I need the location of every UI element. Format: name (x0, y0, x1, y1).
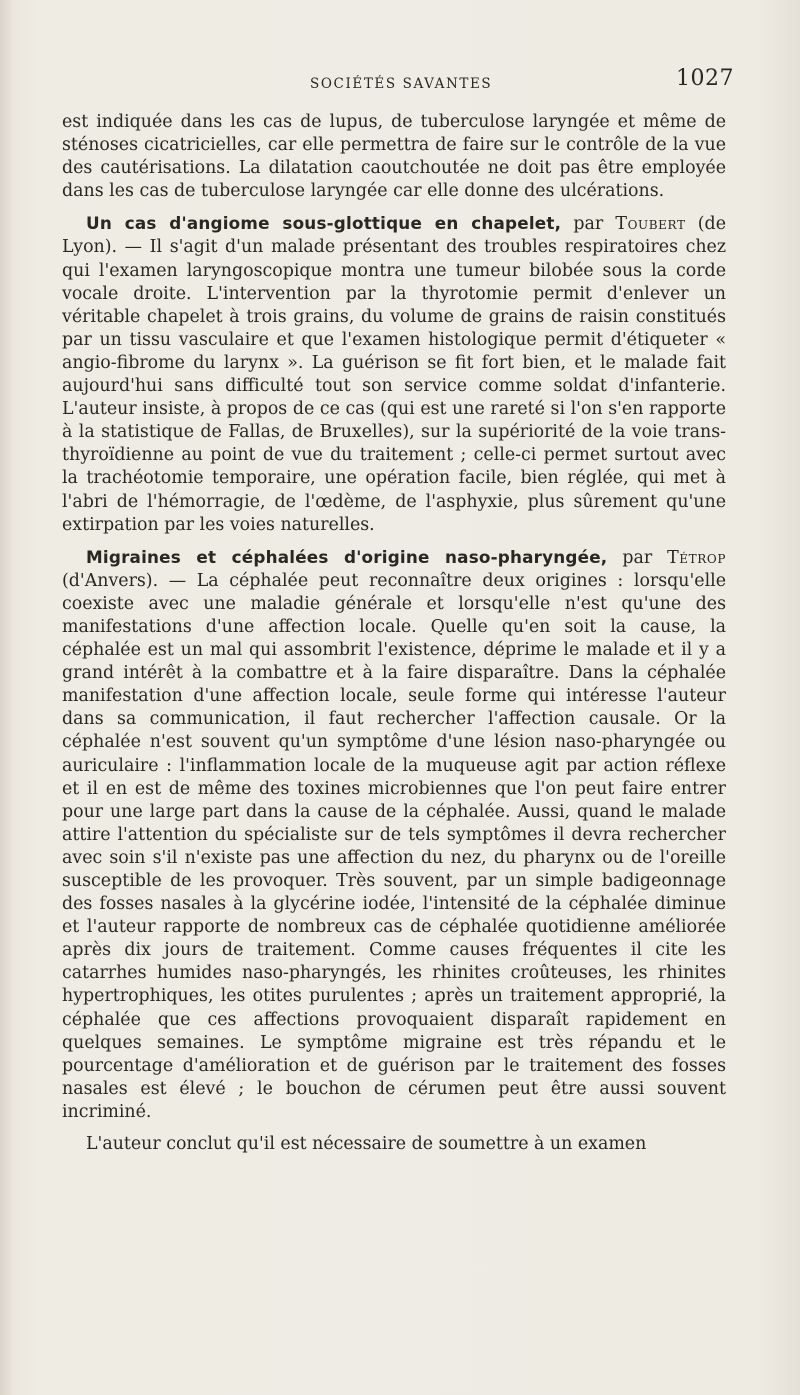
paragraph-text: est indiquée dans les cas de lupus, de tuberculose laryngée et même de sténoses cicatricielles, car elle permettra de faire sur le contrôle de la vue des cautérisations. La dilatation caoutchoutée ne doit pas être employée dans les cas de tuberculose laryngée car elle donne des ulcérations. (62, 112, 726, 202)
page-header (62, 66, 734, 96)
paragraph-2 (62, 212, 726, 536)
byline-connector: par (607, 547, 668, 568)
paragraph-1 (62, 111, 726, 203)
page-number: 1027 (676, 66, 734, 91)
article-body (62, 111, 726, 1156)
running-title: SOCIÉTÉS SAVANTES (310, 76, 493, 92)
paragraph-3 (62, 546, 726, 1124)
paragraph-text: (de Lyon). — Il s'agit d'un malade présentant des troubles respiratoires chez qui l'examen laryngoscopique montra une tumeur bilobée sous la corde vocale droite. L'intervention par la thyrotomie permit d'enlever un véritable chapelet à trois grains, du volume de grains de raisin constitués par un tissu vasculaire et que l'examen histologique permit d'étiqueter « angio-fibrome du larynx ». La guérison se fit fort bien, et le malade fait aujourd'hui sans difficulté tout son service comme soldat d'infanterie. L'auteur insiste, à propos de ce cas (qui est une rareté si l'on s'en rapporte à la statistique de Fallas, de Bruxelles), sur la supériorité de la voie trans-thyroïdienne au point de vue du traitement ; celle-ci permet surtout avec la trachéotomie temporaire, une opération facile, bien réglée, qui met à l'abri de l'hémorragie, de l'œdème, de l'asphyxie, plus sûrement qu'une extirpation par les voies naturelles. (62, 214, 726, 535)
paragraph-text: L'auteur conclut qu'il est nécessaire de soumettre à un examen (86, 1134, 647, 1155)
author-name: Toubert (615, 214, 686, 235)
author-name: Tétrop (667, 547, 726, 568)
section-heading: Migraines et céphalées d'origine naso-pharyngée, (86, 546, 608, 567)
section-heading: Un cas d'angiome sous-glottique en chapelet, (86, 213, 562, 234)
paragraph-4 (62, 1133, 726, 1156)
byline-connector: par (561, 214, 616, 235)
paragraph-text: (d'Anvers). — La céphalée peut reconnaître deux origines : lorsqu'elle coexiste avec une maladie générale et lorsqu'elle n'est qu'une des manifestations d'une affection locale. Quelle qu'en soit la cause, la céphalée est un mal qui assombrit l'existence, déprime le malade et il y a grand intérêt à la combattre et à la faire disparaître. Dans la céphalée manifestation d'une affection locale, seule forme qui intéresse l'auteur dans sa communication, il faut rechercher l'affection causale. Or la céphalée n'est souvent qu'un symptôme d'une lésion naso-pharyngée ou auriculaire : l'inflammation locale de la muqueuse agit par action réflexe et il en est de même des toxines microbiennes que l'on peut faire entrer pour une large part dans la cause de la céphalée. Aussi, quand le malade attire l'attention du spécialiste sur de tels symptômes il devra rechercher avec soin s'il n'existe pas une affection du nez, du pharynx ou de l'oreille susceptible de les provoquer. Très souvent, par un simple badigeonnage des fosses nasales à la glycérine iodée, l'intensité de la céphalée diminue et l'auteur rapporte de nombreux cas de céphalée quotidienne améliorée après dix jours de traitement. Comme causes fréquentes il cite les catarrhes humides naso-pharyngés, les rhinites croûteuses, les rhinites hypertrophiques, les otites purulentes ; après un traitement approprié, la céphalée que ces affections provoquaient disparaît rapidement en quelques semaines. Le symptôme migraine est très répandu et le pourcentage d'amélioration et de guérison par le traitement des fosses nasales est élevé ; le bouchon de cérumen peut être aussi souvent incriminé. (62, 570, 726, 1122)
